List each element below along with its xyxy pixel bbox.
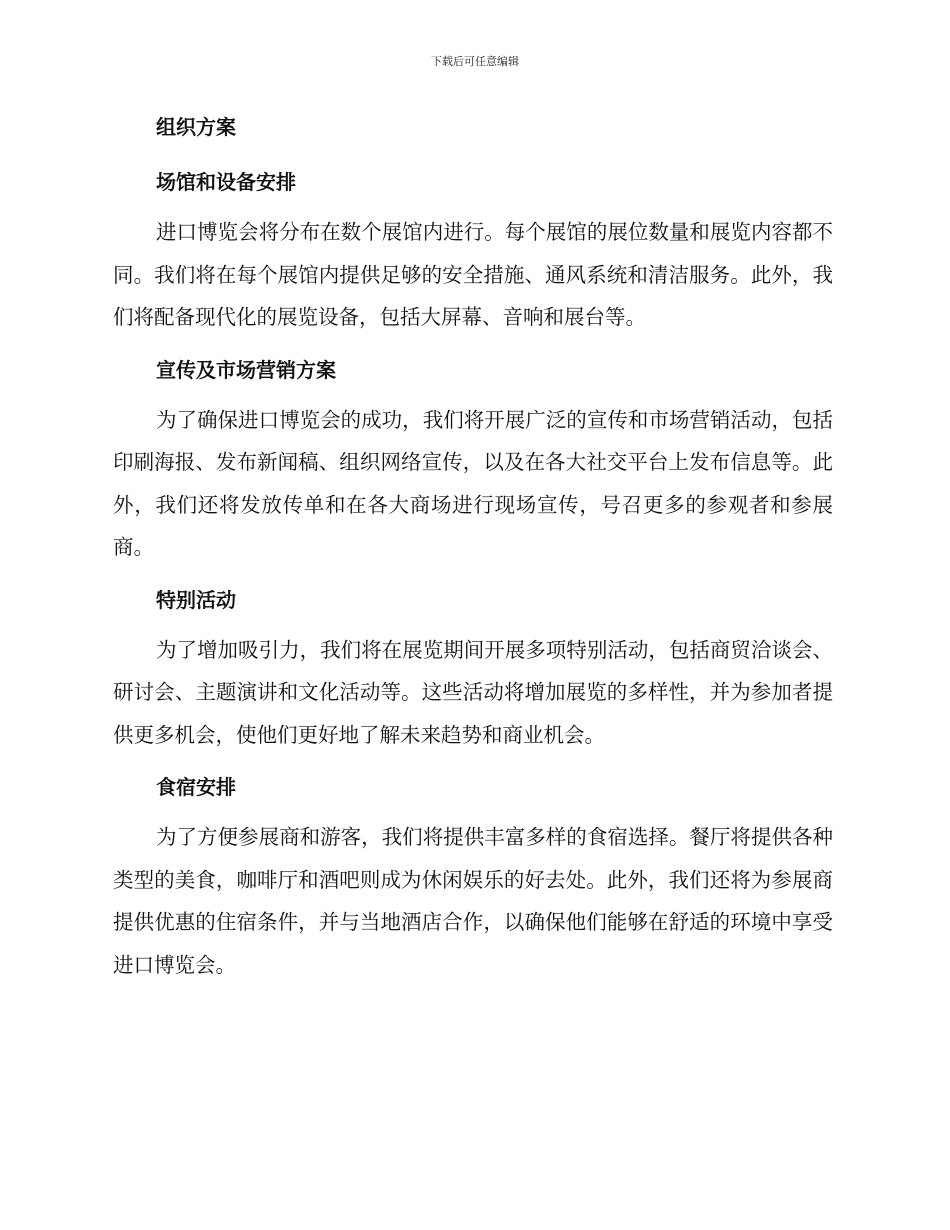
section-paragraph: 进口博览会将分布在数个展馆内进行。每个展馆的展位数量和展览内容都不同。我们将在每个展馆内提供足够的安全措施、通风系统和清洁服务。此外，我们将配备现代化的展览设备，包括大屏幕、音响和展台等。 — [113, 220, 833, 329]
section-paragraph: 为了增加吸引力，我们将在展览期间开展多项特别活动，包括商贸洽谈会、研讨会、主题演讲和文化活动等。这些活动将增加展览的多样性，并为参加者提供更多机会，使他们更好地了解未来趋势和商业机会。 — [113, 637, 833, 747]
section-marketing — [113, 351, 833, 569]
section-heading: 场馆和设备安排 — [156, 170, 296, 194]
running-header: 下载后可任意编辑 — [431, 55, 519, 68]
document-body — [113, 108, 833, 998]
section-paragraph: 为了方便参展商和游客，我们将提供丰富多样的食宿选择。餐厅将提供各种类型的美食，咖啡厅和酒吧则成为休闲娱乐的好去处。此外，我们还将为参展商提供优惠的住宿条件，并与当地酒店合作，以确保他们能够在舒适的环境中享受进口博览会。 — [113, 825, 833, 977]
section-accommodation — [113, 768, 833, 986]
section-heading: 特别活动 — [156, 587, 236, 612]
section-special-events — [113, 581, 833, 757]
section-venue-equipment — [113, 163, 833, 339]
section-paragraph: 为了确保进口博览会的成功，我们将开展广泛的宣传和市场营销活动，包括印刷海报、发布新闻稿、组织网络宣传，以及在各大社交平台上发布信息等。此外，我们还将发放传单和在各大商场进行现场宣传，号召更多的参观者和参展商。 — [113, 407, 833, 559]
section-heading: 食宿安排 — [156, 775, 236, 799]
document-title: 组织方案 — [156, 115, 236, 139]
section-heading: 宣传及市场营销方案 — [156, 357, 336, 382]
